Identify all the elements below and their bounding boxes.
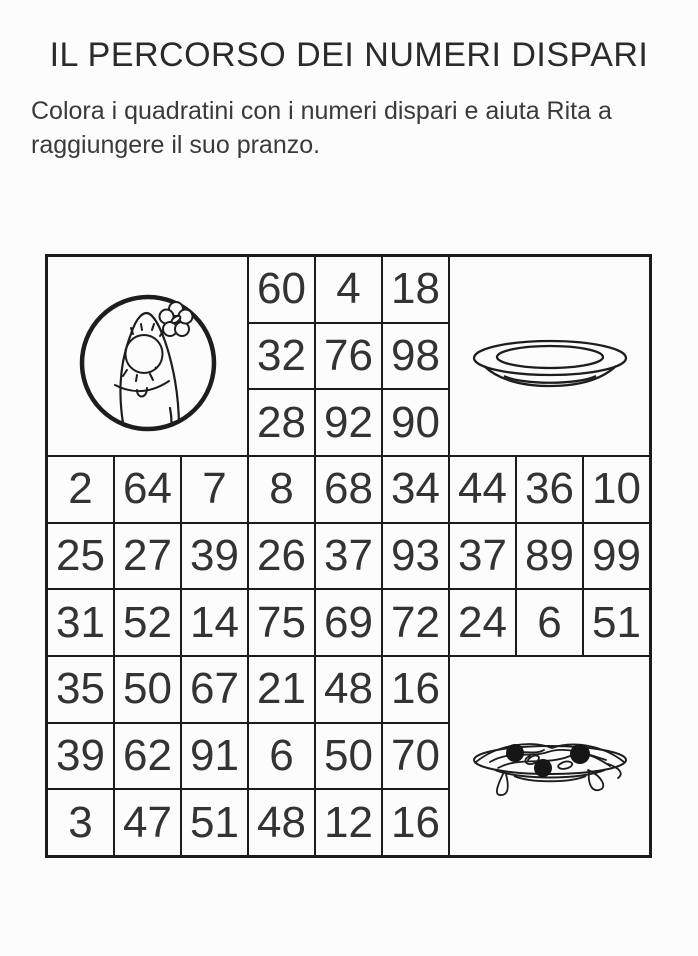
grid-cell[interactable]: 25 [47,523,114,590]
grid-cell[interactable]: 68 [315,456,382,523]
grid-cell[interactable]: 16 [382,789,449,856]
empty-plate-image [470,339,630,395]
rita-character-image [73,288,223,438]
grid-cell[interactable]: 76 [315,323,382,390]
grid-cell[interactable]: 90 [382,389,449,456]
grid-cell[interactable]: 99 [583,523,650,590]
grid-cell[interactable]: 70 [382,723,449,790]
grid-cell[interactable]: 60 [248,256,315,323]
spaghetti-plate-image [470,726,630,798]
grid-cell[interactable]: 47 [114,789,181,856]
instructions-line-2: raggiungere il suo pranzo. [31,131,321,159]
grid-cell[interactable]: 16 [382,656,449,723]
grid-cell[interactable]: 44 [449,456,516,523]
number-grid [45,254,652,858]
grid-cell[interactable]: 51 [181,789,248,856]
empty-plate-block [449,256,650,456]
grid-cell[interactable]: 93 [382,523,449,590]
grid-cell[interactable]: 50 [114,656,181,723]
grid-cell[interactable]: 52 [114,589,181,656]
grid-cell[interactable]: 28 [248,389,315,456]
grid-cell[interactable]: 4 [315,256,382,323]
grid-cell[interactable]: 2 [47,456,114,523]
grid-cell[interactable]: 27 [114,523,181,590]
grid-cell[interactable]: 8 [248,456,315,523]
grid-cell[interactable]: 37 [449,523,516,590]
grid-cell[interactable]: 24 [449,589,516,656]
grid-cell[interactable]: 18 [382,256,449,323]
grid-cell[interactable]: 48 [315,656,382,723]
grid-cell[interactable]: 67 [181,656,248,723]
grid-cell[interactable]: 35 [47,656,114,723]
grid-cell[interactable]: 3 [47,789,114,856]
rita-block [47,256,248,456]
grid-cell[interactable]: 14 [181,589,248,656]
grid-cell[interactable]: 98 [382,323,449,390]
grid-cell[interactable]: 91 [181,723,248,790]
grid-cell[interactable]: 48 [248,789,315,856]
grid-cell[interactable]: 69 [315,589,382,656]
grid-cell[interactable]: 32 [248,323,315,390]
grid-cell[interactable]: 75 [248,589,315,656]
grid-cell[interactable]: 6 [516,589,583,656]
grid-cell[interactable]: 26 [248,523,315,590]
grid-cell[interactable]: 10 [583,456,650,523]
grid-cell[interactable]: 37 [315,523,382,590]
worksheet-title: IL PERCORSO DEI NUMERI DISPARI [49,36,649,74]
grid-cell[interactable]: 62 [114,723,181,790]
grid-cell[interactable]: 92 [315,389,382,456]
instructions-line-1: Colora i quadratini con i numeri dispari e aiuta Rita a [31,97,612,125]
grid-cell[interactable]: 6 [248,723,315,790]
grid-cell[interactable]: 39 [47,723,114,790]
grid-cell[interactable]: 36 [516,456,583,523]
grid-cell[interactable]: 21 [248,656,315,723]
grid-cell[interactable]: 51 [583,589,650,656]
grid-cell[interactable]: 31 [47,589,114,656]
grid-cell[interactable]: 50 [315,723,382,790]
grid-cell[interactable]: 12 [315,789,382,856]
grid-cell[interactable]: 64 [114,456,181,523]
grid-cell[interactable]: 7 [181,456,248,523]
grid-cell[interactable]: 39 [181,523,248,590]
grid-cell[interactable]: 72 [382,589,449,656]
instructions-text [31,94,691,162]
grid-cell[interactable]: 89 [516,523,583,590]
grid-cell[interactable]: 34 [382,456,449,523]
spaghetti-block [449,656,650,856]
